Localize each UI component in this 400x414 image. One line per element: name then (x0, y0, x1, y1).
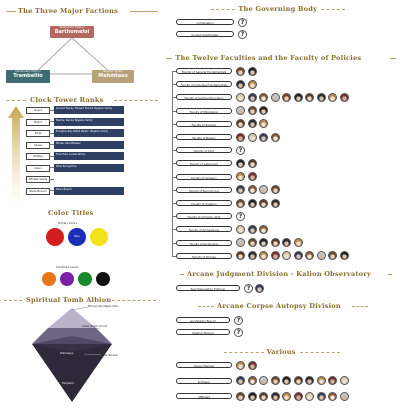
tree-branch (172, 216, 176, 217)
character-avatar[interactable] (271, 376, 280, 385)
character-avatar[interactable] (271, 251, 280, 260)
color-dot-yellow (90, 228, 108, 246)
character-avatar[interactable] (248, 159, 257, 168)
character-avatar[interactable] (259, 185, 268, 194)
character-avatar[interactable] (328, 376, 337, 385)
section-title: Various (266, 348, 296, 356)
character-avatar[interactable] (248, 238, 257, 247)
character-avatar[interactable] (236, 67, 245, 76)
character-avatar[interactable] (305, 93, 314, 102)
title-rule-left (180, 274, 184, 275)
character-avatar[interactable] (236, 119, 245, 128)
color-titles-title: Color Titles (48, 209, 94, 217)
character-avatar[interactable] (294, 251, 303, 260)
section-title: Arcane Judgment Division - Kalion Observatory (187, 270, 371, 278)
character-avatar[interactable] (282, 93, 291, 102)
character-avatar[interactable] (317, 392, 326, 401)
character-avatar[interactable] (259, 133, 268, 142)
color-dot-red (46, 228, 64, 246)
character-avatar[interactable] (340, 376, 349, 385)
division-label: Faculty of Creation (176, 200, 232, 206)
character-avatar[interactable] (328, 392, 337, 401)
character-avatar[interactable] (236, 93, 245, 102)
rule-left (6, 100, 26, 101)
character-avatar[interactable] (236, 172, 245, 181)
character-avatar[interactable] (271, 185, 280, 194)
division-label: Faculty of Archeology (176, 240, 232, 246)
primary-colors-label: Primary Colors (58, 222, 77, 225)
title-rule-left (166, 58, 172, 59)
character-avatar[interactable] (282, 376, 291, 385)
character-avatar[interactable] (271, 392, 280, 401)
tree-branch (172, 163, 176, 164)
character-avatar[interactable] (305, 376, 314, 385)
faction-barthomeloi (50, 26, 94, 38)
ranks-title: Clock Tower Ranks (30, 96, 104, 104)
albion-label-circuit: Great Magic Circuit (82, 325, 107, 328)
character-avatar[interactable] (236, 361, 245, 370)
title-rule-right (390, 58, 396, 59)
rank-description: Wide Recognition (54, 164, 124, 172)
faction-name: Mehmtasu (98, 73, 128, 79)
rank-label: Naive Branch (26, 188, 50, 195)
character-avatar[interactable] (259, 225, 268, 234)
character-avatar[interactable] (282, 251, 291, 260)
character-avatar[interactable] (236, 133, 245, 142)
tree-branch (172, 203, 176, 204)
tree-branch (172, 256, 176, 257)
title-rule-right (352, 306, 368, 307)
tree-branch (172, 229, 176, 230)
character-avatar[interactable] (259, 106, 268, 115)
division-label: Seal Designation Enforcer (176, 285, 240, 291)
albion-label-mining: Mining City Magi's Fula (88, 305, 118, 308)
division-label: Faculty of Spiritual Evocation (176, 94, 232, 100)
division-label: Annihilation Branch (176, 317, 230, 323)
tree-branch (172, 97, 176, 98)
division-label: Faculty of Alchemy (Old) (176, 213, 232, 219)
rank-label: Pride (26, 130, 50, 137)
character-avatar[interactable] (294, 238, 303, 247)
rank-connector (49, 190, 54, 191)
character-avatar[interactable] (340, 93, 349, 102)
character-avatar[interactable] (259, 199, 268, 208)
rank-connector (49, 167, 54, 168)
character-avatar[interactable] (317, 251, 326, 260)
title-rule-right (321, 9, 345, 10)
rule-right (114, 100, 158, 101)
faction-sub: Neutral Faction (103, 70, 123, 73)
combined-colors-label: Combined Colors (56, 266, 79, 269)
unknown-avatar[interactable]: ? (238, 30, 247, 39)
character-avatar[interactable] (248, 119, 257, 128)
rank-description: Fine Child, Lorelei family (54, 152, 124, 160)
color-dot-purple (60, 272, 74, 286)
character-avatar[interactable] (236, 199, 245, 208)
rank-description: Marble: Pendra Talgalon family (54, 118, 124, 126)
unknown-avatar[interactable]: ? (238, 18, 247, 27)
tree-branch (172, 190, 176, 191)
character-avatar[interactable] (271, 199, 280, 208)
character-avatar[interactable] (294, 93, 303, 102)
character-avatar[interactable] (248, 376, 257, 385)
division-label: Faculty of Alchemy (176, 174, 232, 180)
faction-trambellio (6, 70, 50, 83)
rank-description: Naive Branch (54, 187, 124, 195)
faction-name: Trambellio (13, 73, 43, 79)
character-avatar[interactable] (236, 238, 245, 247)
tree-branch (172, 124, 176, 125)
division-label: Faculty of Policies (176, 253, 232, 259)
character-avatar[interactable] (259, 392, 268, 401)
division-label: Faculty of General Fundamentals (176, 68, 232, 74)
faction-name: Barthomeloi (54, 29, 90, 35)
character-avatar[interactable] (248, 361, 257, 370)
unknown-avatar[interactable]: ? (234, 328, 243, 337)
division-label: Faculty of Astronomy (176, 160, 232, 166)
tree-branch (172, 243, 176, 244)
character-avatar[interactable] (271, 133, 280, 142)
division-label: Faculty of Individual Fundamentals (176, 81, 232, 87)
character-avatar[interactable] (236, 106, 245, 115)
character-avatar[interactable] (259, 251, 268, 260)
character-avatar[interactable] (294, 376, 303, 385)
division-label: Relation Branch (176, 329, 230, 335)
section-title: The Twelve Faculties and the Faculty of Policies (175, 54, 362, 62)
title-rule-left (211, 9, 235, 10)
color-dot-black (96, 272, 110, 286)
tree-branch (172, 137, 176, 138)
section-title: Arcane Corpse Autopsy Division (217, 302, 341, 310)
rank-connector (49, 110, 54, 111)
rank-connector (49, 179, 54, 180)
tree-branch (172, 150, 176, 151)
rank-connector (49, 133, 54, 134)
character-avatar[interactable] (248, 93, 257, 102)
character-avatar[interactable] (248, 80, 257, 89)
character-avatar[interactable] (259, 119, 268, 128)
rank-description: Ancient Family: Stewart Pendra Talgalon family (54, 106, 124, 114)
title-rule-left (198, 306, 214, 307)
division-label: Faculty of Mineralogy (176, 108, 232, 114)
unknown-avatar[interactable]: ? (234, 316, 243, 325)
color-dot-green (78, 272, 92, 286)
division-label: Faculty of Botany (176, 134, 232, 140)
color-dot-label: Blue (74, 235, 80, 238)
division-label: Combination (176, 19, 234, 25)
rank-connector (49, 121, 54, 122)
character-avatar[interactable] (236, 392, 245, 401)
albion-label-fairyland: Fairyland (62, 382, 74, 385)
character-avatar[interactable] (236, 225, 245, 234)
rank-connector (49, 144, 54, 145)
character-avatar[interactable] (248, 67, 257, 76)
division-label: Faculty of Core (176, 147, 232, 153)
character-avatar[interactable] (259, 93, 268, 102)
character-avatar[interactable] (340, 392, 349, 401)
division-label: Citizen Member (176, 362, 232, 368)
rank-label: Open (26, 165, 50, 172)
character-avatar[interactable] (248, 106, 257, 115)
unknown-avatar[interactable]: ? (244, 284, 253, 293)
factions-title: The Three Major Factions (18, 7, 119, 15)
factions-section (2, 2, 162, 92)
character-avatar[interactable] (282, 392, 291, 401)
character-avatar[interactable] (340, 251, 349, 260)
character-avatar[interactable] (305, 251, 314, 260)
character-avatar[interactable] (248, 225, 257, 234)
character-avatar[interactable] (328, 93, 337, 102)
character-avatar[interactable] (236, 251, 245, 260)
division-label: Faculty of Archaeology (176, 226, 232, 232)
tree-branch (172, 71, 176, 72)
character-avatar[interactable] (248, 133, 257, 142)
character-avatar[interactable] (248, 392, 257, 401)
tree-branch (172, 177, 176, 178)
division-label: Affiliated (176, 393, 232, 399)
character-avatar[interactable] (248, 185, 257, 194)
division-label: Faculty of Summoning (176, 187, 232, 193)
character-avatar[interactable] (259, 238, 268, 247)
unknown-avatar[interactable]: ? (236, 146, 245, 155)
character-avatar[interactable] (236, 185, 245, 194)
tree-branch (172, 111, 176, 112)
character-avatar[interactable] (236, 80, 245, 89)
character-avatar[interactable] (271, 238, 280, 247)
rank-connector (49, 156, 54, 157)
unknown-avatar[interactable]: ? (236, 212, 245, 221)
character-avatar[interactable] (259, 376, 268, 385)
character-avatar[interactable] (282, 238, 291, 247)
character-avatar[interactable] (305, 392, 314, 401)
character-avatar[interactable] (236, 376, 245, 385)
character-avatar[interactable] (255, 284, 264, 293)
albion-diagram (2, 292, 162, 412)
division-label: Professor (176, 378, 232, 384)
title-rule-right (388, 274, 392, 275)
division-label: Faculty of Zoology (176, 121, 232, 127)
character-avatar[interactable] (248, 251, 257, 260)
color-titles-section (2, 206, 162, 292)
character-avatar[interactable] (328, 251, 337, 260)
title-rule-right (300, 352, 340, 353)
rank-description: Exceptionally Gifted Mystic: Talgalon family (54, 129, 124, 137)
rank-label: Feather (26, 153, 50, 160)
rank-label: Brand (26, 119, 50, 126)
character-avatar[interactable] (236, 159, 245, 168)
title-rule-left (224, 352, 264, 353)
character-avatar[interactable] (248, 172, 257, 181)
faction-sub: Aristocratic Faction (59, 26, 85, 29)
section-title: The Governing Body (238, 5, 318, 13)
character-avatar[interactable] (271, 93, 280, 102)
ranks-section (2, 92, 162, 204)
character-avatar[interactable] (248, 199, 257, 208)
rank-description: Stroke, Zero-Breaker (54, 141, 124, 149)
character-avatar[interactable] (294, 392, 303, 401)
division-label: Ancient Headmaster (176, 31, 234, 37)
rank-label: Cause (26, 142, 50, 149)
faction-mehmtasu (92, 70, 134, 83)
color-dot-blue (68, 228, 86, 246)
rank-label: Grand (26, 107, 50, 114)
character-avatar[interactable] (317, 93, 326, 102)
rank-label: Wildest Seeds (26, 176, 50, 183)
character-avatar[interactable] (317, 376, 326, 385)
albion-label-holloways: Holloways (60, 352, 74, 355)
albion-title: Spiritual Tomb Albion (26, 296, 112, 304)
tree-branch (172, 84, 176, 85)
faction-sub: Democratic Faction (15, 70, 41, 73)
albion-section (2, 292, 162, 412)
albion-label-outer: Outer Terrace (100, 354, 118, 357)
color-dot-orange (42, 272, 56, 286)
